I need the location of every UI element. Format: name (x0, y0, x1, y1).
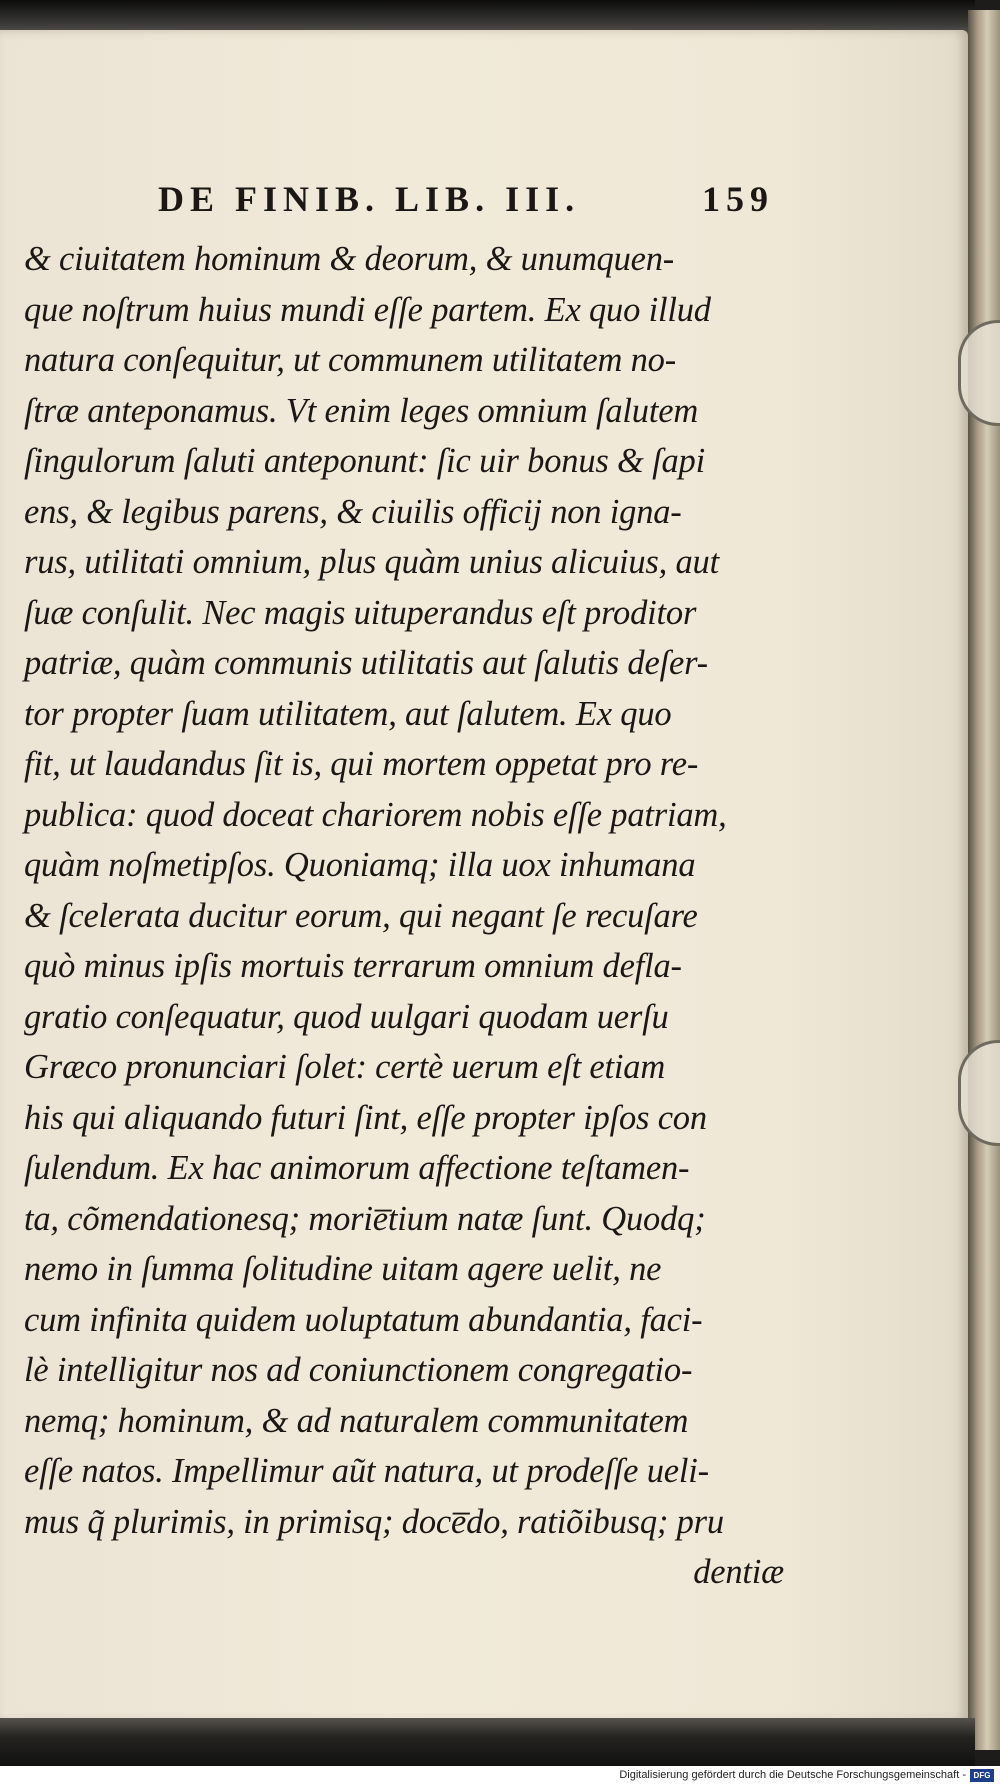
dfg-logo: DFG (970, 1769, 994, 1782)
running-head-title: DE FINIB. LIB. III. (158, 179, 581, 219)
text-line: ta, cõmendationesq; morie̅tium natæ ſunt. Quodq; (24, 1199, 706, 1238)
book-top-edge (0, 0, 975, 34)
text-line: his qui aliquando futuri ſint, eſſe propter ipſos con (24, 1098, 707, 1137)
text-line: eſſe natos. Impellimur aũt natura, ut prodeſſe ueli- (24, 1452, 709, 1490)
text-line: rus, utilitati omnium, plus quàm unius alicuius, aut (24, 543, 719, 581)
page-text (24, 178, 784, 1598)
text-line: fit, ut laudandus ſit is, qui mortem oppetat pro re- (24, 745, 699, 783)
catchword: dentiæ (693, 1553, 784, 1591)
text-line: natura conſequitur, ut communem utilitatem no- (24, 341, 676, 379)
text-lines (24, 234, 784, 1547)
text-line: ſulendum. Ex hac animorum affectione teſtamen- (24, 1149, 690, 1187)
text-line: patriæ, quàm communis utilitatis aut ſalutis deſer- (24, 644, 708, 682)
text-line: mus q̃ plurimis, in primisq; doce̅do, ratiõibusq; pru (24, 1502, 724, 1541)
text-line: ſuæ conſulit. Nec magis uituperandus eſt proditor (24, 593, 697, 632)
text-line: quàm noſmetipſos. Quoniamq; illa uox inhumana (24, 846, 696, 884)
text-line: & ſcelerata ducitur eorum, qui negant ſe recuſare (24, 896, 698, 935)
text-line: lè intelligitur nos ad coniunctionem congregatio- (24, 1351, 693, 1389)
text-line: quò minus ipſis mortuis terrarum omnium defla- (24, 947, 682, 985)
text-line: nemq; hominum, & ad naturalem communitatem (24, 1401, 689, 1440)
book-fore-edge (968, 10, 1000, 1750)
text-line: cum infinita quidem uoluptatum abundantia, faci- (24, 1300, 703, 1339)
book-bottom-edge (0, 1718, 975, 1766)
text-line: publica: quod doceat chariorem nobis eſſe patriam, (24, 795, 727, 834)
page-number: 159 (702, 179, 774, 219)
text-line: que noſtrum huius mundi eſſe partem. Ex quo illud (24, 290, 711, 329)
digitization-footer (0, 1766, 1000, 1786)
text-line: gratio conſequatur, quod uulgari quodam uerſu (24, 997, 669, 1036)
text-line: ſtræ anteponamus. Vt enim leges omnium ſalutem (24, 391, 699, 430)
text-line: nemo in ſumma ſolitudine uitam agere uelit, ne (24, 1250, 662, 1288)
text-line: ſingulorum ſaluti anteponunt: ſic uir bonus & ſapi (24, 442, 705, 480)
text-line: Græco pronunciari ſolet: certè uerum eſt etiam (24, 1048, 666, 1086)
text-line: ens, & legibus parens, & ciuilis officij non igna- (24, 492, 682, 531)
funding-credit: Digitalisierung gefördert durch die Deutsche Forschungsgemeinschaft - (619, 1769, 966, 1781)
running-head (24, 178, 784, 234)
book-page (0, 30, 968, 1722)
text-line: & ciuitatem hominum & deorum, & unumquen- (24, 240, 675, 278)
text-line: tor propter ſuam utilitatem, aut ſalutem. Ex quo (24, 694, 672, 733)
